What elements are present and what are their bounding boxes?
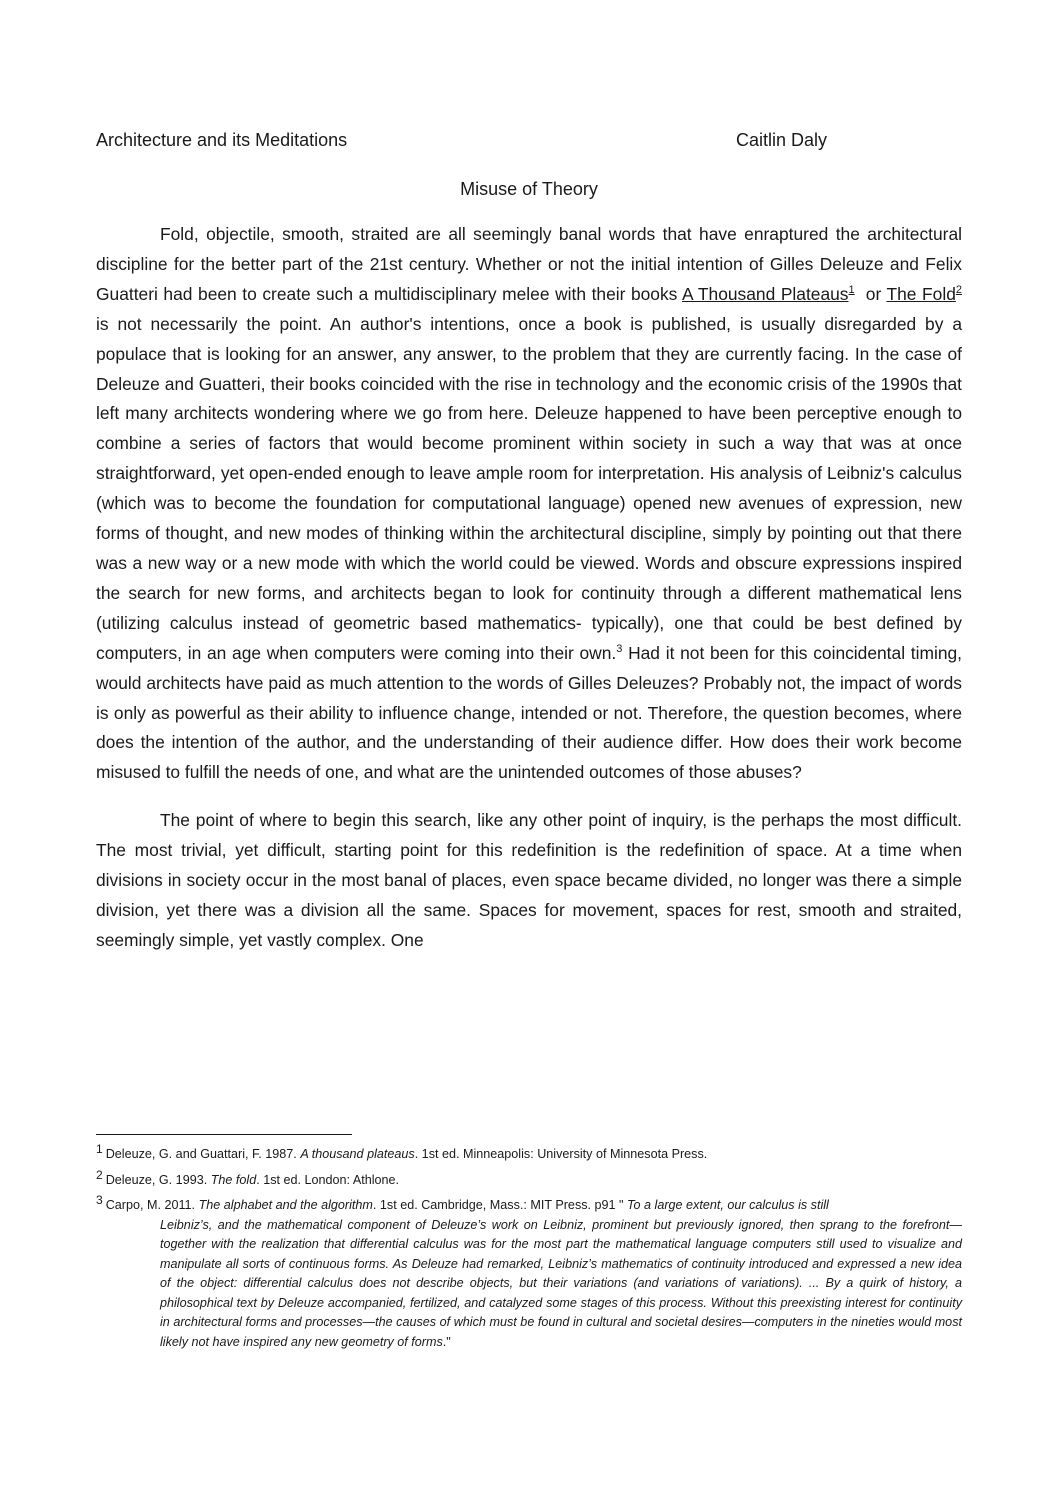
footnote-quote-start: To a large extent, our calculus is still [627, 1198, 829, 1212]
footnote-ref-3[interactable]: 3 [616, 642, 623, 655]
footnote-ref-1[interactable]: 1 [848, 283, 855, 296]
book-title-the-fold: The Fold [886, 283, 956, 304]
paragraph-1-text-a: Fold, objectile, smooth, straited are all seemingly banal words that have enraptured the architectural discipline for the better part of the 21st century. Whether or not the initial intention of Gilles Deleuze and Felix Guatteri had been to create such a multidisciplinary melee with their books [96, 224, 962, 304]
footnote-text: Deleuze, G. 1993. [105, 1172, 211, 1187]
essay-body [96, 220, 962, 956]
footnote-title: The alphabet and the algorithm [198, 1198, 373, 1212]
footnote-text: Deleuze, G. and Guattari, F. 1987. [105, 1147, 301, 1161]
footnote-quote-block [96, 1216, 962, 1353]
course-title: Architecture and its Meditations [96, 130, 348, 150]
footnote-title: A thousand plateaus [300, 1147, 415, 1161]
footnote-3 [96, 1191, 962, 1352]
footnote-text-end: . 1st ed. London: Athlone. [256, 1172, 400, 1187]
footnote-quote-end: ." [442, 1334, 451, 1349]
footnote-ref-2[interactable]: 2 [955, 283, 962, 296]
footnote-number: 3 [96, 1193, 103, 1207]
book-title-thousand-plateaus: A Thousand Plateaus [682, 283, 849, 304]
paragraph-1 [96, 220, 962, 788]
paragraph-2: The point of where to begin this search, like any other point of inquiry, is the perhaps the most difficult. The most trivial, yet difficult, starting point for this redefinition is the redefinition of space. At a time when divisions in society occur in the most banal of places, even space became divided, no longer was there a simple division, yet there was a division all the same. Spaces for movement, spaces for rest, smooth and straited, seemingly simple, yet vastly complex. One [96, 810, 962, 950]
paragraph-1-text-d: Had it not been for this coincidental timing, would architects have paid as much attention to the words of Gilles Deleuzes? Probably not, the impact of words is only as powerful as their ability to influence change, intended or not. Therefore, the question becomes, where does the intention of the author, and the understanding of their audience differ. How does their work become misused to fulfill the needs of one, and what are the unintended outcomes of those abuses? [96, 642, 962, 783]
page [96, 126, 962, 956]
footnote-text-mid: . 1st ed. Cambridge, Mass.: MIT Press. p91 " [372, 1198, 628, 1212]
footnote-number: 2 [96, 1167, 103, 1182]
footnote-text-end: . 1st ed. Minneapolis: University of Minnesota Press. [414, 1147, 708, 1161]
author-name: Caitlin Daly [736, 130, 828, 150]
footnote-text: Carpo, M. 2011. [105, 1198, 199, 1212]
footnote-number: 1 [96, 1142, 103, 1156]
footnote-title: The fold [210, 1172, 257, 1187]
paragraph-1-text-b: or [854, 283, 887, 304]
page-header [96, 126, 962, 156]
footnotes [96, 1140, 962, 1352]
essay-title: Misuse of Theory [460, 179, 598, 199]
paragraph-1-text-c: is not necessarily the point. An author's intentions, once a book is published, is usually disregarded by a populace that is looking for an answer, any answer, to the problem that they are currently facing. In the case of Deleuze and Guatteri, their books coincided with the rise in technology and the economic crisis of the 1990s that left many architects wondering where we go from here. Deleuze happened to have been perceptive enough to combine a series of factors that would become prominent within society in such a way that was at once straightforward, yet open-ended enough to leave ample room for interpretation. His analysis of Leibniz's calculus (which was to become the foundation for computational language) opened new avenues of expression, new forms of thought, and new modes of thinking within the architectural discipline, simply by pointing out that there was a new way or a new mode with which the world could be viewed. Words and obscure expressions inspired the search for new forms, and architects began to look for continuity through a different mathematical lens (utilizing calculus instead of geometric based mathematics- typically), one that could be best defined by computers, in an age when computers were coming into their own. [96, 313, 962, 663]
footnote-quote-text: Leibniz’s, and the mathematical component of Deleuze’s work on Leibniz, prominent but previously ignored, then sprang to the forefront—together with the realization that differential calculus was for the most part the mathematical language computers still used to visualize and manipulate all sorts of continuous forms. As Deleuze had remarked, Leibniz’s mathematics of continuity introduced and expressed a new idea of the object: differential calculus does not describe objects, but their variations (and variations of variations). ... By a quirk of history, a philosophical text by Deleuze accompanied, fertilized, and catalyzed some stages of this process. Without this preexisting interest for continuity in architectural forms and processes—the causes of which must be found in cultural and societal desires—computers in the nineties would most likely not have inspired any new geometry of forms [160, 1217, 962, 1349]
footnote-divider [96, 1134, 352, 1135]
footnote-2 [96, 1166, 962, 1191]
footnote-1 [96, 1140, 962, 1165]
